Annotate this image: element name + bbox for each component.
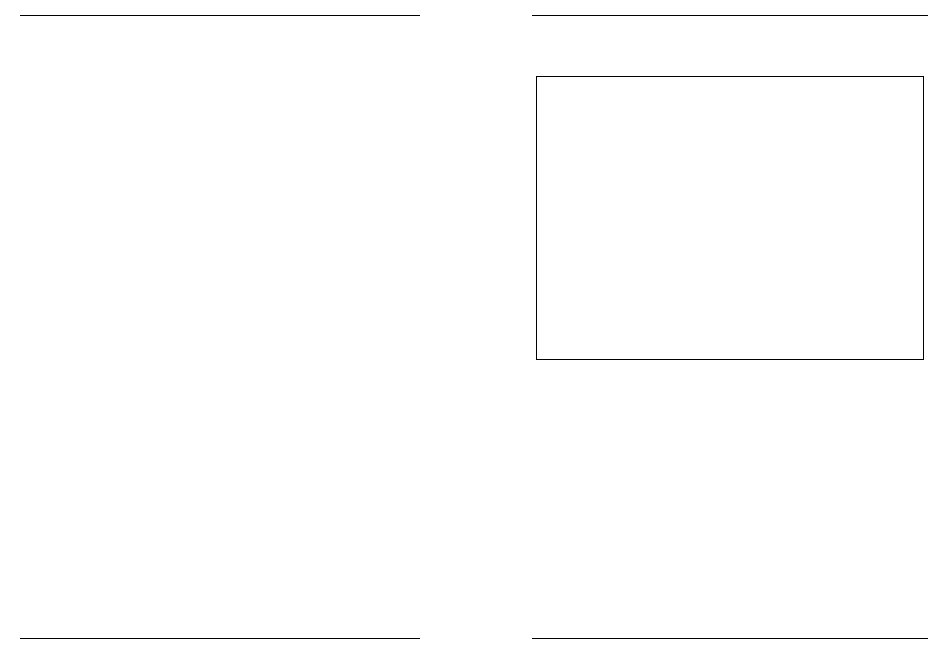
left-footer	[20, 638, 420, 656]
right-footer	[532, 638, 928, 656]
left-header	[20, 2, 420, 16]
left-page	[20, 0, 420, 659]
dmx-configuration-table	[536, 76, 924, 360]
right-page	[532, 0, 928, 659]
right-header	[532, 2, 928, 16]
